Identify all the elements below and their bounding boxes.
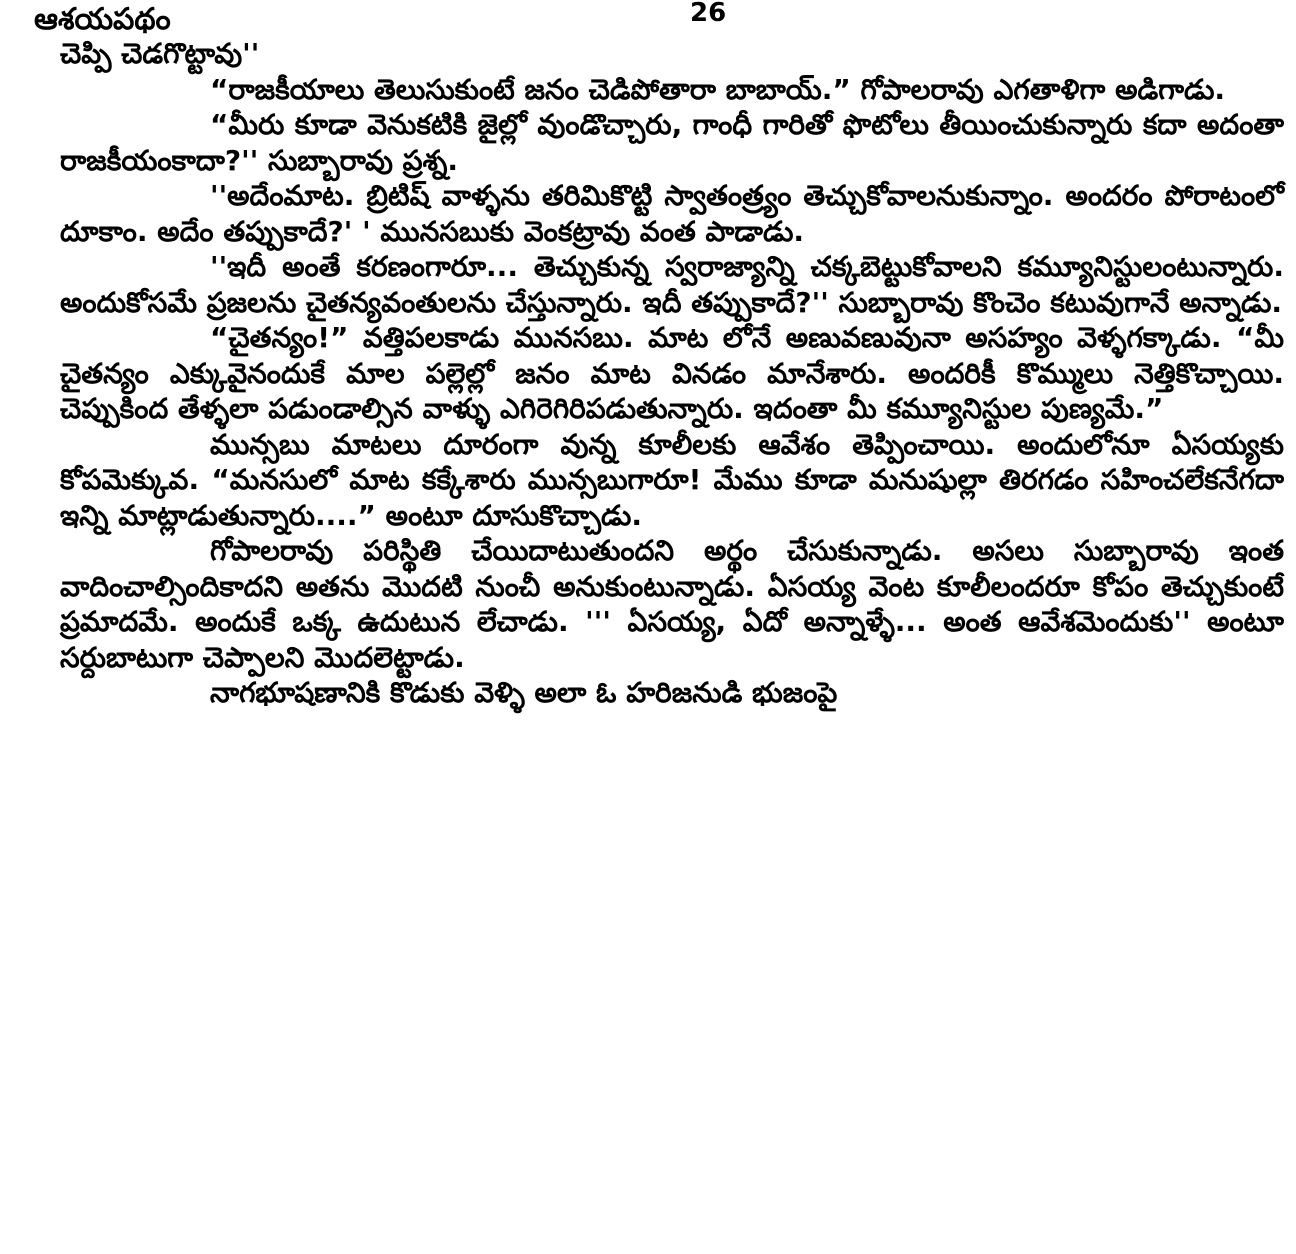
- page-number: 26: [690, 0, 727, 28]
- paragraph: గోపాలరావు పరిస్థితి చేయిదాటుతుందని అర్థం చేసుకున్నాడు. అసలు సుబ్బారావు ఇంత వాదించాల్సిందికాదని అతను మొదటి నుంచీ అనుకుంటున్నాడు. ఏసయ్య వెంట కూలీలందరూ కోపం తెచ్చుకుంటే ప్రమాదమే. అందుకే ఒక్క ఉదుటున లేచాడు. ''' ఏసయ్య, ఏదో అన్నాళ్ళే... అంత ఆవేశమెందుకు'' అంటూ సర్దుబాటుగా చెప్పాలని మొదలెట్టాడు.: [60, 534, 1284, 674]
- paragraph: ''ఇదీ అంతే కరణంగారూ... తెచ్చుకున్న స్వరాజ్యాన్ని చక్కబెట్టుకోవాలని కమ్యూనిస్టులంటున్నారు. అందుకోసమే ప్రజలను చైతన్యవంతులను చేస్తున్నారు. ఇదీ తప్పుకాదే?'' సుబ్బారావు కొంచెం కటువుగానే అన్నాడు.: [60, 250, 1284, 319]
- book-title: ఆశయపథం: [34, 2, 171, 37]
- paragraph: ''అదేంమాట. బ్రిటిష్ వాళ్ళను తరిమికొట్టి స్వాతంత్ర్యం తెచ్చుకోవాలనుకున్నాం. అందరం పోరాటంలో దూకాం. అదేం తప్పుకాదే?' ' మునసబుకు వెంకట్రావు వంత పాడాడు.: [60, 179, 1284, 248]
- page-header: [0, 0, 1296, 40]
- paragraph: మున్సబు మాటలు దూరంగా వున్న కూలీలకు ఆవేశం తెప్పించాయి. అందులోనూ ఏసయ్యకు కోపమెక్కువ. “మనసులో మాట కక్కేశారు మున్సబుగారూ! మేము కూడా మనుషుల్లా తిరగడం సహించలేకనేగదా ఇన్ని మాట్లాడుతున్నారు....” అంటూ దూసుకొచ్చాడు.: [60, 427, 1284, 532]
- page-body: [60, 36, 1284, 711]
- paragraph: “చైతన్యం!” వత్తిపలకాడు మునసబు. మాట లోనే అణువణువునా అసహ్యం వెళ్ళగక్కాడు. “మీ చైతన్యం ఎక్కువైనందుకే మాల పల్లెల్లో జనం మాట వినడం మానేశారు. అందరికీ కొమ్ములు నెత్తికొచ్చాయి. చెప్పుకింద తేళ్ళలా పడుండాల్సిన వాళ్ళు ఎగిరెగిరిపడుతున్నారు. ఇదంతా మీ కమ్యూనిస్టుల పుణ్యమే.”: [60, 321, 1284, 425]
- paragraph: చెప్పి చెడగొట్టావు'': [60, 37, 260, 70]
- paragraph: “మీరు కూడా వెనుకటికి జైల్లో వుండొచ్చారు, గాంధీ గారితో ఫొటోలు తీయించుకున్నారు కదా అదంతా రాజకీయంకాదా?'' సుబ్బారావు ప్రశ్న.: [60, 108, 1284, 177]
- paragraph: నాగభూషణానికి కొడుకు వెళ్ళి అలా ఓ హరిజనుడి భుజంపై: [210, 676, 838, 709]
- paragraph: “రాజకీయాలు తెలుసుకుంటే జనం చెడిపోతారా బాబాయ్.” గోపాలరావు ఎగతాళిగా అడిగాడు.: [210, 72, 1226, 106]
